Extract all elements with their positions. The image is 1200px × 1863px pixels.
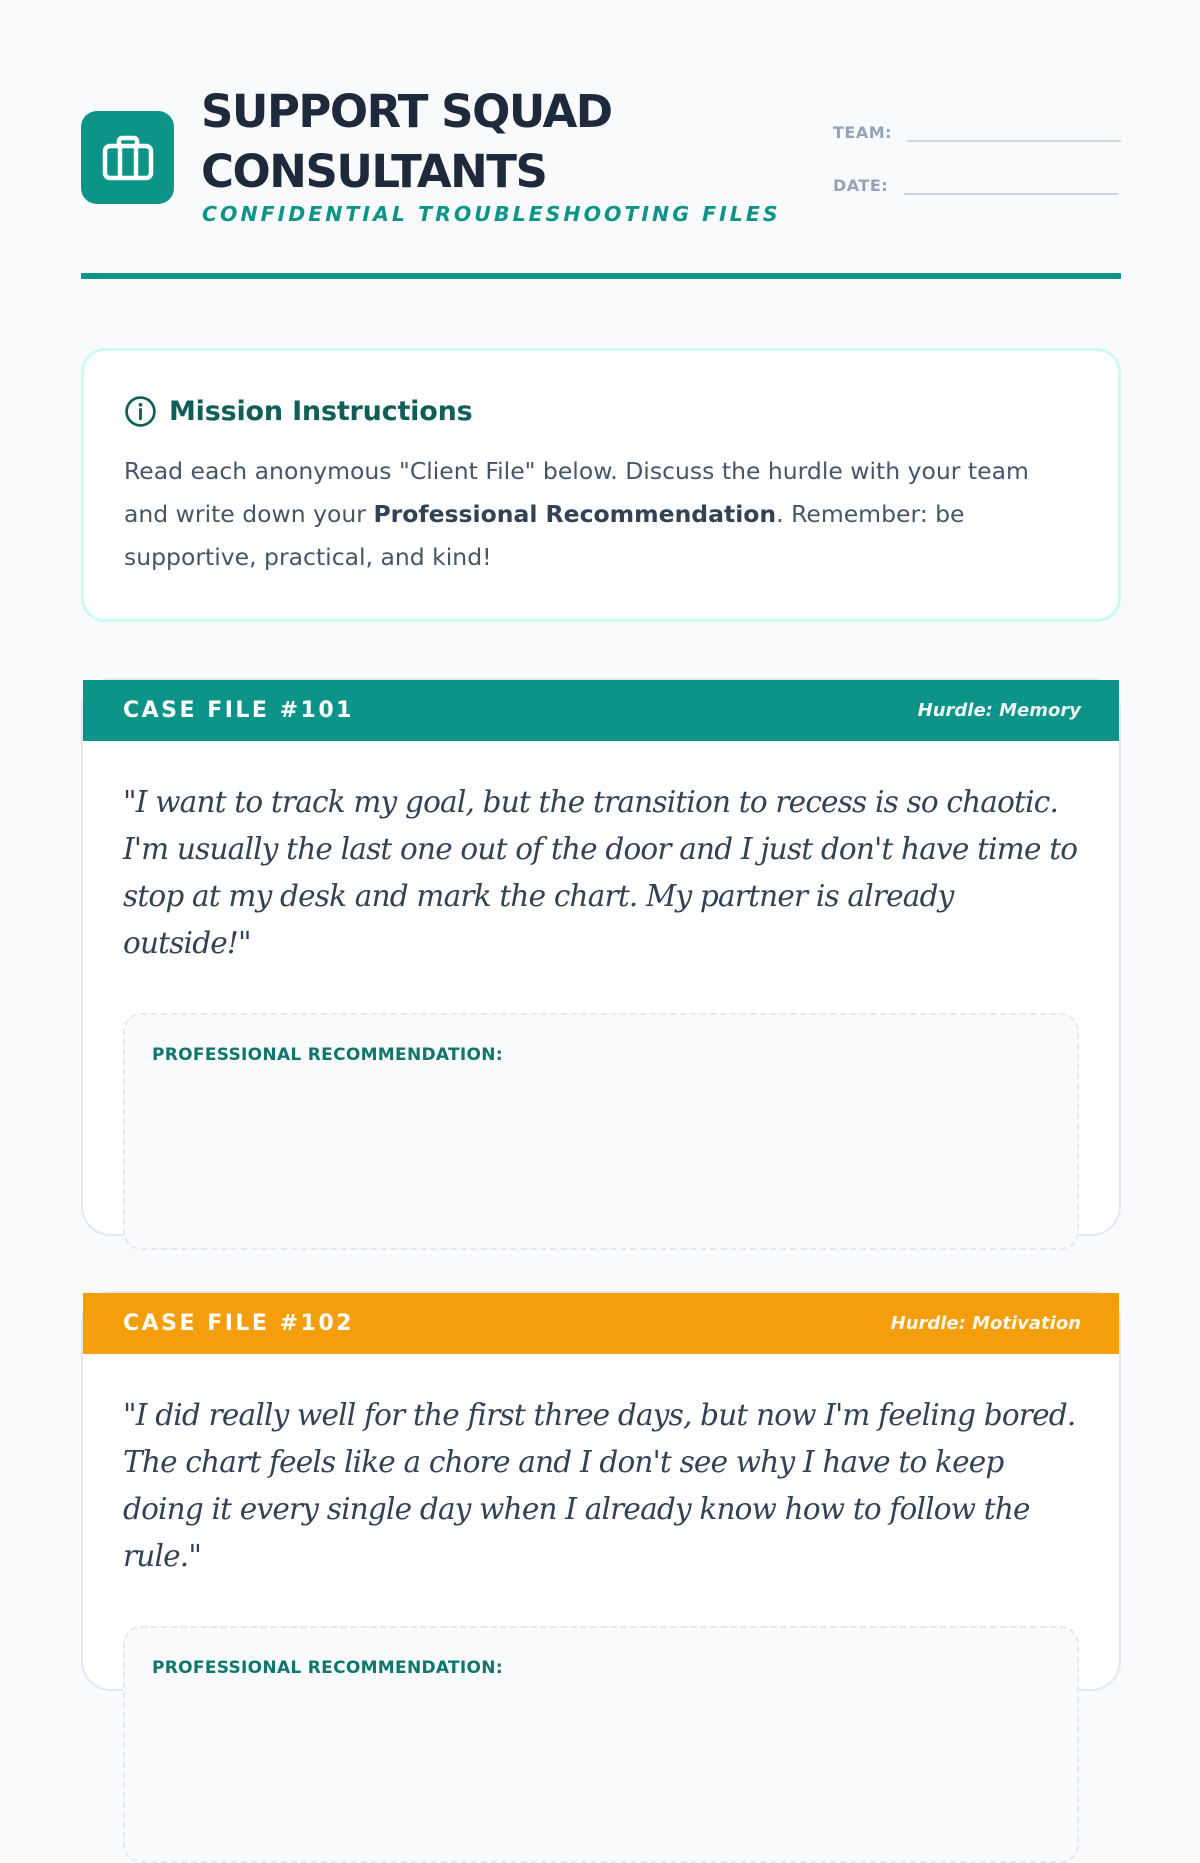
recommendation-box[interactable] bbox=[123, 1013, 1079, 1250]
case-hurdle-badge: Hurdle: Motivation bbox=[890, 1313, 1081, 1334]
info-icon bbox=[124, 395, 157, 428]
mission-text: Read each anonymous "Client File" below. Discuss the hurdle with your team and write down your Professional Recommendation. Remember: be supportive, practical, and kind! bbox=[124, 457, 1029, 571]
date-label: DATE: bbox=[833, 176, 889, 195]
team-input-line[interactable] bbox=[907, 116, 1121, 142]
mission-title: Mission Instructions bbox=[169, 396, 473, 427]
mission-instructions-card bbox=[81, 348, 1121, 622]
recommendation-label: PROFESSIONAL RECOMMENDATION: bbox=[152, 1045, 503, 1065]
header bbox=[81, 0, 1121, 282]
case-file-header bbox=[83, 1293, 1119, 1354]
worksheet-page bbox=[81, 0, 1121, 1678]
logo bbox=[81, 111, 174, 204]
mission-heading bbox=[124, 395, 1078, 428]
date-field bbox=[833, 169, 1118, 195]
briefcase-icon bbox=[102, 135, 154, 181]
team-label: TEAM: bbox=[833, 123, 893, 142]
date-input-line[interactable] bbox=[904, 169, 1118, 195]
recommendation-label: PROFESSIONAL RECOMMENDATION: bbox=[152, 1658, 503, 1678]
case-file-card bbox=[81, 1291, 1121, 1691]
case-file-card bbox=[81, 678, 1121, 1236]
recommendation-box[interactable] bbox=[123, 1626, 1079, 1863]
client-quote: "I want to track my goal, but the transition to recess is so chaotic. I'm usually the last one out of the door and I just don't have time to stop at my desk and mark the chart. My partner is already outside!" bbox=[123, 785, 1078, 960]
client-quote: "I did really well for the first three days, but now I'm feeling bored. The chart feels like a chore and I don't see why I have to keep doing it every single day when I already know how to follow the rule." bbox=[123, 1398, 1076, 1573]
header-divider bbox=[81, 273, 1121, 279]
mission-text-bold: Professional Recommendation bbox=[373, 500, 777, 528]
team-field bbox=[833, 116, 1121, 142]
case-hurdle-badge: Hurdle: Memory bbox=[917, 700, 1081, 721]
case-file-title: CASE FILE #101 bbox=[123, 698, 354, 723]
case-file-title: CASE FILE #102 bbox=[123, 1311, 354, 1336]
page-title: SUPPORT SQUAD CONSULTANTS bbox=[201, 85, 612, 198]
page-subtitle: CONFIDENTIAL TROUBLESHOOTING FILES bbox=[202, 202, 781, 226]
case-file-header bbox=[83, 680, 1119, 741]
